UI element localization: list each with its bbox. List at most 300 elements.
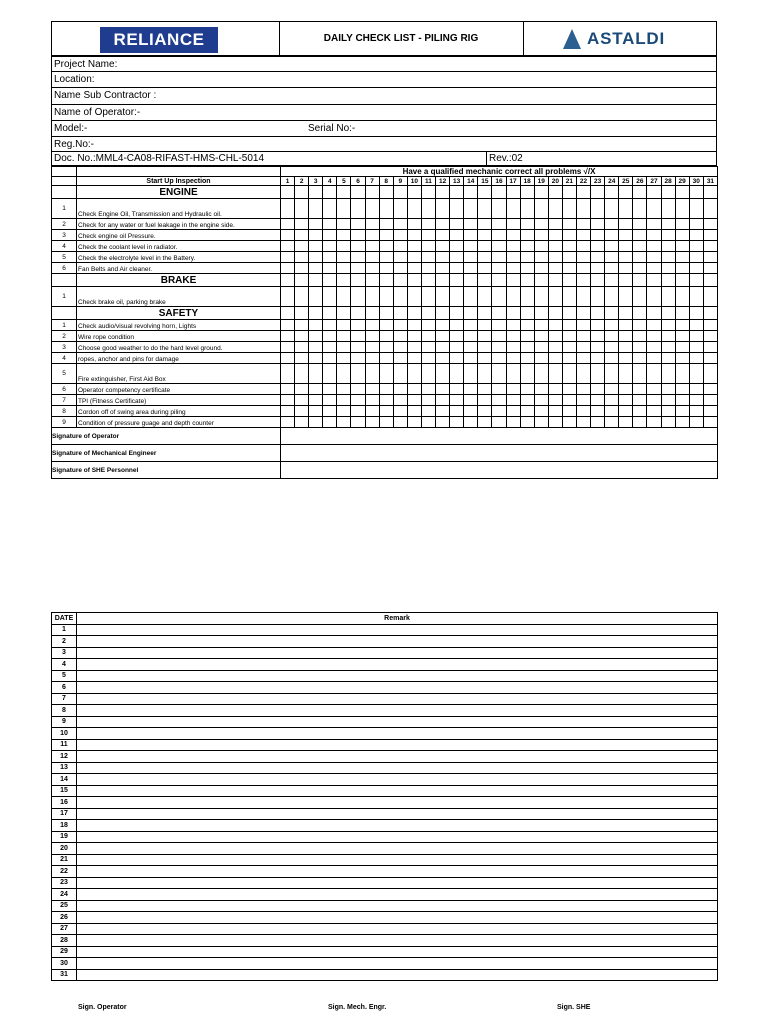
- check-box[interactable]: [562, 219, 576, 230]
- check-box[interactable]: [605, 364, 619, 384]
- check-box[interactable]: [576, 199, 590, 219]
- check-box[interactable]: [562, 320, 576, 331]
- check-box[interactable]: [393, 417, 407, 428]
- check-box[interactable]: [450, 406, 464, 417]
- check-box[interactable]: [478, 384, 492, 395]
- check-box[interactable]: [633, 252, 647, 263]
- check-box[interactable]: [421, 364, 435, 384]
- check-box[interactable]: [337, 417, 351, 428]
- check-box[interactable]: [407, 384, 421, 395]
- check-box[interactable]: [520, 342, 534, 353]
- check-box[interactable]: [633, 395, 647, 406]
- check-box[interactable]: [365, 417, 379, 428]
- check-box[interactable]: [407, 395, 421, 406]
- check-box[interactable]: [379, 252, 393, 263]
- check-box[interactable]: [351, 219, 365, 230]
- check-box[interactable]: [562, 395, 576, 406]
- check-box[interactable]: [647, 219, 661, 230]
- check-box[interactable]: [548, 364, 562, 384]
- check-box[interactable]: [379, 331, 393, 342]
- check-box[interactable]: [534, 287, 548, 307]
- check-box[interactable]: [379, 320, 393, 331]
- check-box[interactable]: [605, 384, 619, 395]
- check-box[interactable]: [675, 263, 689, 274]
- remarks-field[interactable]: [77, 785, 718, 797]
- check-box[interactable]: [295, 320, 309, 331]
- check-box[interactable]: [520, 353, 534, 364]
- check-box[interactable]: [464, 395, 478, 406]
- check-box[interactable]: [675, 219, 689, 230]
- check-box[interactable]: [576, 230, 590, 241]
- check-box[interactable]: [393, 395, 407, 406]
- check-box[interactable]: [464, 331, 478, 342]
- check-box[interactable]: [478, 230, 492, 241]
- check-box[interactable]: [548, 417, 562, 428]
- check-box[interactable]: [351, 364, 365, 384]
- check-box[interactable]: [506, 320, 520, 331]
- check-box[interactable]: [323, 364, 337, 384]
- check-box[interactable]: [689, 287, 703, 307]
- check-box[interactable]: [407, 241, 421, 252]
- check-box[interactable]: [591, 406, 605, 417]
- remarks-field[interactable]: [77, 969, 718, 981]
- check-box[interactable]: [492, 406, 506, 417]
- check-box[interactable]: [323, 331, 337, 342]
- check-box[interactable]: [576, 417, 590, 428]
- check-box[interactable]: [323, 252, 337, 263]
- check-box[interactable]: [478, 331, 492, 342]
- check-box[interactable]: [281, 320, 295, 331]
- check-box[interactable]: [703, 384, 717, 395]
- check-box[interactable]: [689, 342, 703, 353]
- check-box[interactable]: [520, 287, 534, 307]
- check-box[interactable]: [393, 230, 407, 241]
- check-box[interactable]: [591, 395, 605, 406]
- check-box[interactable]: [295, 331, 309, 342]
- check-box[interactable]: [506, 384, 520, 395]
- check-box[interactable]: [520, 252, 534, 263]
- check-box[interactable]: [309, 252, 323, 263]
- check-box[interactable]: [591, 230, 605, 241]
- check-box[interactable]: [520, 230, 534, 241]
- check-box[interactable]: [562, 331, 576, 342]
- check-box[interactable]: [393, 364, 407, 384]
- check-box[interactable]: [633, 241, 647, 252]
- check-box[interactable]: [309, 320, 323, 331]
- check-box[interactable]: [591, 320, 605, 331]
- check-box[interactable]: [393, 342, 407, 353]
- check-box[interactable]: [337, 241, 351, 252]
- check-box[interactable]: [464, 287, 478, 307]
- check-box[interactable]: [548, 320, 562, 331]
- check-box[interactable]: [605, 219, 619, 230]
- check-box[interactable]: [323, 263, 337, 274]
- check-box[interactable]: [576, 263, 590, 274]
- check-box[interactable]: [548, 199, 562, 219]
- check-box[interactable]: [464, 252, 478, 263]
- check-box[interactable]: [421, 342, 435, 353]
- remarks-field[interactable]: [77, 946, 718, 958]
- check-box[interactable]: [562, 263, 576, 274]
- remarks-field[interactable]: [77, 716, 718, 728]
- check-box[interactable]: [309, 331, 323, 342]
- check-box[interactable]: [464, 364, 478, 384]
- check-box[interactable]: [421, 395, 435, 406]
- check-box[interactable]: [407, 263, 421, 274]
- check-box[interactable]: [633, 287, 647, 307]
- remarks-field[interactable]: [77, 935, 718, 947]
- check-box[interactable]: [534, 384, 548, 395]
- check-box[interactable]: [661, 320, 675, 331]
- check-box[interactable]: [379, 263, 393, 274]
- check-box[interactable]: [379, 199, 393, 219]
- check-box[interactable]: [591, 364, 605, 384]
- check-box[interactable]: [562, 364, 576, 384]
- check-box[interactable]: [675, 353, 689, 364]
- check-box[interactable]: [337, 384, 351, 395]
- check-box[interactable]: [520, 417, 534, 428]
- check-box[interactable]: [421, 417, 435, 428]
- check-box[interactable]: [661, 417, 675, 428]
- check-box[interactable]: [506, 364, 520, 384]
- check-box[interactable]: [591, 241, 605, 252]
- check-box[interactable]: [703, 364, 717, 384]
- check-box[interactable]: [295, 417, 309, 428]
- check-box[interactable]: [605, 417, 619, 428]
- check-box[interactable]: [365, 263, 379, 274]
- check-box[interactable]: [689, 263, 703, 274]
- check-box[interactable]: [548, 287, 562, 307]
- check-box[interactable]: [464, 199, 478, 219]
- remarks-field[interactable]: [77, 820, 718, 832]
- check-box[interactable]: [689, 384, 703, 395]
- check-box[interactable]: [675, 199, 689, 219]
- check-box[interactable]: [478, 320, 492, 331]
- check-box[interactable]: [591, 342, 605, 353]
- check-box[interactable]: [309, 353, 323, 364]
- check-box[interactable]: [689, 364, 703, 384]
- check-box[interactable]: [520, 395, 534, 406]
- check-box[interactable]: [281, 199, 295, 219]
- check-box[interactable]: [295, 406, 309, 417]
- check-box[interactable]: [534, 199, 548, 219]
- check-box[interactable]: [450, 395, 464, 406]
- check-box[interactable]: [492, 320, 506, 331]
- check-box[interactable]: [450, 199, 464, 219]
- check-box[interactable]: [421, 331, 435, 342]
- check-box[interactable]: [619, 219, 633, 230]
- check-box[interactable]: [534, 320, 548, 331]
- check-box[interactable]: [407, 364, 421, 384]
- check-box[interactable]: [450, 320, 464, 331]
- check-box[interactable]: [436, 364, 450, 384]
- check-box[interactable]: [351, 384, 365, 395]
- check-box[interactable]: [703, 331, 717, 342]
- check-box[interactable]: [407, 417, 421, 428]
- check-box[interactable]: [703, 252, 717, 263]
- check-box[interactable]: [393, 331, 407, 342]
- remarks-field[interactable]: [77, 900, 718, 912]
- check-box[interactable]: [492, 364, 506, 384]
- check-box[interactable]: [591, 219, 605, 230]
- check-box[interactable]: [478, 406, 492, 417]
- check-box[interactable]: [295, 287, 309, 307]
- check-box[interactable]: [619, 406, 633, 417]
- check-box[interactable]: [393, 199, 407, 219]
- check-box[interactable]: [689, 417, 703, 428]
- remarks-field[interactable]: [77, 705, 718, 717]
- check-box[interactable]: [393, 384, 407, 395]
- check-box[interactable]: [393, 252, 407, 263]
- check-box[interactable]: [281, 287, 295, 307]
- check-box[interactable]: [337, 263, 351, 274]
- check-box[interactable]: [703, 241, 717, 252]
- check-box[interactable]: [562, 342, 576, 353]
- check-box[interactable]: [450, 331, 464, 342]
- check-box[interactable]: [703, 320, 717, 331]
- check-box[interactable]: [478, 263, 492, 274]
- check-box[interactable]: [478, 199, 492, 219]
- check-box[interactable]: [647, 252, 661, 263]
- check-box[interactable]: [675, 230, 689, 241]
- check-box[interactable]: [562, 230, 576, 241]
- check-box[interactable]: [562, 384, 576, 395]
- check-box[interactable]: [562, 199, 576, 219]
- check-box[interactable]: [619, 287, 633, 307]
- check-box[interactable]: [562, 287, 576, 307]
- check-box[interactable]: [520, 331, 534, 342]
- check-box[interactable]: [633, 320, 647, 331]
- check-box[interactable]: [689, 395, 703, 406]
- check-box[interactable]: [647, 331, 661, 342]
- check-box[interactable]: [365, 199, 379, 219]
- check-box[interactable]: [576, 353, 590, 364]
- check-box[interactable]: [534, 406, 548, 417]
- check-box[interactable]: [478, 252, 492, 263]
- check-box[interactable]: [506, 342, 520, 353]
- check-box[interactable]: [407, 230, 421, 241]
- check-box[interactable]: [661, 384, 675, 395]
- check-box[interactable]: [520, 320, 534, 331]
- remarks-field[interactable]: [77, 762, 718, 774]
- check-box[interactable]: [562, 417, 576, 428]
- check-box[interactable]: [520, 364, 534, 384]
- check-box[interactable]: [421, 252, 435, 263]
- check-box[interactable]: [605, 320, 619, 331]
- check-box[interactable]: [309, 287, 323, 307]
- check-box[interactable]: [281, 252, 295, 263]
- check-box[interactable]: [379, 417, 393, 428]
- check-box[interactable]: [647, 320, 661, 331]
- check-box[interactable]: [492, 263, 506, 274]
- check-box[interactable]: [675, 417, 689, 428]
- reg-no-field[interactable]: Reg.No:-: [51, 137, 717, 152]
- check-box[interactable]: [379, 230, 393, 241]
- check-box[interactable]: [633, 263, 647, 274]
- check-box[interactable]: [647, 199, 661, 219]
- check-box[interactable]: [365, 406, 379, 417]
- operator-name-field[interactable]: Name of Operator:-: [51, 105, 717, 121]
- check-box[interactable]: [661, 241, 675, 252]
- check-box[interactable]: [295, 263, 309, 274]
- check-box[interactable]: [295, 252, 309, 263]
- check-box[interactable]: [393, 320, 407, 331]
- check-box[interactable]: [281, 230, 295, 241]
- check-box[interactable]: [534, 252, 548, 263]
- check-box[interactable]: [647, 342, 661, 353]
- check-box[interactable]: [337, 252, 351, 263]
- check-box[interactable]: [534, 364, 548, 384]
- check-box[interactable]: [633, 331, 647, 342]
- remarks-field[interactable]: [77, 866, 718, 878]
- check-box[interactable]: [591, 287, 605, 307]
- check-box[interactable]: [661, 406, 675, 417]
- check-box[interactable]: [323, 219, 337, 230]
- check-box[interactable]: [295, 219, 309, 230]
- check-box[interactable]: [365, 342, 379, 353]
- check-box[interactable]: [379, 406, 393, 417]
- check-box[interactable]: [548, 263, 562, 274]
- check-box[interactable]: [323, 395, 337, 406]
- check-box[interactable]: [619, 353, 633, 364]
- check-box[interactable]: [689, 252, 703, 263]
- remarks-field[interactable]: [77, 624, 718, 636]
- check-box[interactable]: [436, 320, 450, 331]
- check-box[interactable]: [576, 331, 590, 342]
- check-box[interactable]: [436, 417, 450, 428]
- check-box[interactable]: [407, 353, 421, 364]
- check-box[interactable]: [295, 384, 309, 395]
- check-box[interactable]: [281, 395, 295, 406]
- check-box[interactable]: [281, 406, 295, 417]
- check-box[interactable]: [661, 331, 675, 342]
- check-box[interactable]: [534, 395, 548, 406]
- check-box[interactable]: [407, 199, 421, 219]
- check-box[interactable]: [703, 230, 717, 241]
- check-box[interactable]: [506, 406, 520, 417]
- check-box[interactable]: [351, 320, 365, 331]
- check-box[interactable]: [351, 230, 365, 241]
- model-field[interactable]: Model:-: [54, 123, 88, 134]
- check-box[interactable]: [421, 384, 435, 395]
- check-box[interactable]: [661, 287, 675, 307]
- check-box[interactable]: [365, 395, 379, 406]
- check-box[interactable]: [323, 199, 337, 219]
- check-box[interactable]: [520, 199, 534, 219]
- check-box[interactable]: [323, 241, 337, 252]
- location-field[interactable]: Location:: [51, 72, 717, 88]
- check-box[interactable]: [506, 219, 520, 230]
- check-box[interactable]: [295, 199, 309, 219]
- check-box[interactable]: [309, 384, 323, 395]
- check-box[interactable]: [619, 331, 633, 342]
- check-box[interactable]: [478, 364, 492, 384]
- remarks-field[interactable]: [77, 889, 718, 901]
- check-box[interactable]: [534, 342, 548, 353]
- check-box[interactable]: [337, 230, 351, 241]
- check-box[interactable]: [351, 287, 365, 307]
- check-box[interactable]: [323, 353, 337, 364]
- check-box[interactable]: [295, 230, 309, 241]
- check-box[interactable]: [675, 287, 689, 307]
- check-box[interactable]: [464, 353, 478, 364]
- check-box[interactable]: [337, 331, 351, 342]
- signature-field[interactable]: [281, 445, 718, 462]
- check-box[interactable]: [436, 199, 450, 219]
- check-box[interactable]: [323, 384, 337, 395]
- check-box[interactable]: [661, 230, 675, 241]
- check-box[interactable]: [421, 219, 435, 230]
- check-box[interactable]: [351, 199, 365, 219]
- check-box[interactable]: [520, 406, 534, 417]
- check-box[interactable]: [365, 353, 379, 364]
- check-box[interactable]: [436, 406, 450, 417]
- check-box[interactable]: [703, 199, 717, 219]
- check-box[interactable]: [591, 384, 605, 395]
- check-box[interactable]: [689, 199, 703, 219]
- check-box[interactable]: [675, 320, 689, 331]
- check-box[interactable]: [421, 230, 435, 241]
- remarks-field[interactable]: [77, 854, 718, 866]
- check-box[interactable]: [436, 219, 450, 230]
- check-box[interactable]: [619, 364, 633, 384]
- check-box[interactable]: [619, 395, 633, 406]
- check-box[interactable]: [295, 241, 309, 252]
- check-box[interactable]: [675, 342, 689, 353]
- check-box[interactable]: [337, 199, 351, 219]
- check-box[interactable]: [675, 384, 689, 395]
- remarks-field[interactable]: [77, 647, 718, 659]
- remarks-field[interactable]: [77, 728, 718, 740]
- check-box[interactable]: [450, 342, 464, 353]
- check-box[interactable]: [661, 395, 675, 406]
- check-box[interactable]: [365, 320, 379, 331]
- check-box[interactable]: [281, 353, 295, 364]
- check-box[interactable]: [337, 406, 351, 417]
- check-box[interactable]: [281, 342, 295, 353]
- check-box[interactable]: [492, 219, 506, 230]
- check-box[interactable]: [562, 406, 576, 417]
- check-box[interactable]: [591, 417, 605, 428]
- check-box[interactable]: [309, 406, 323, 417]
- check-box[interactable]: [661, 364, 675, 384]
- check-box[interactable]: [379, 219, 393, 230]
- check-box[interactable]: [492, 384, 506, 395]
- check-box[interactable]: [605, 406, 619, 417]
- check-box[interactable]: [309, 342, 323, 353]
- check-box[interactable]: [576, 395, 590, 406]
- check-box[interactable]: [450, 241, 464, 252]
- check-box[interactable]: [647, 230, 661, 241]
- check-box[interactable]: [675, 364, 689, 384]
- check-box[interactable]: [464, 342, 478, 353]
- check-box[interactable]: [351, 353, 365, 364]
- check-box[interactable]: [323, 287, 337, 307]
- check-box[interactable]: [647, 263, 661, 274]
- check-box[interactable]: [534, 241, 548, 252]
- check-box[interactable]: [281, 241, 295, 252]
- check-box[interactable]: [548, 230, 562, 241]
- check-box[interactable]: [295, 364, 309, 384]
- check-box[interactable]: [506, 395, 520, 406]
- check-box[interactable]: [576, 241, 590, 252]
- check-box[interactable]: [393, 353, 407, 364]
- check-box[interactable]: [562, 353, 576, 364]
- check-box[interactable]: [492, 417, 506, 428]
- check-box[interactable]: [703, 406, 717, 417]
- check-box[interactable]: [633, 353, 647, 364]
- check-box[interactable]: [464, 241, 478, 252]
